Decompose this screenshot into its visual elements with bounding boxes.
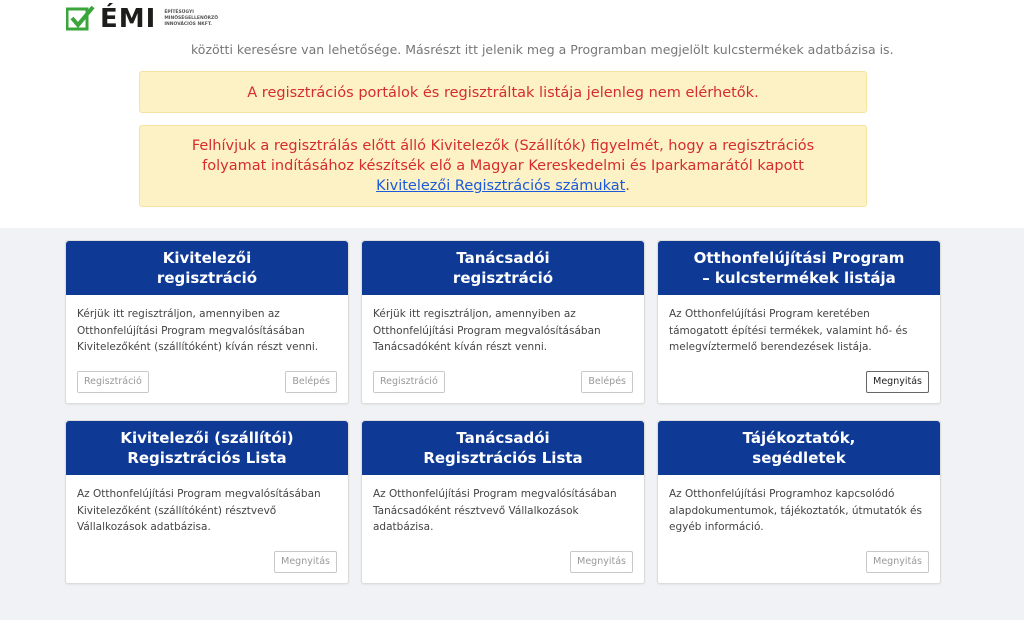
intro-text: közötti keresésre van lehetősége. Másrészt itt jelenik meg a Programban megjelölt kulcstermékek adatbázisa is. — [191, 42, 894, 57]
card-header — [362, 241, 644, 295]
notice-end: . — [625, 178, 630, 194]
card-description: Az Otthonfelújítási Program megvalósításában Kivitelezőként (szállítóként) résztvevő Vállalkozások adatbázisa. — [77, 488, 321, 533]
card-description: Az Otthonfelújítási Program keretében támogatott építési termékek, valamint hő- és melegvíztermelő berendezések listája. — [669, 308, 908, 353]
notice-text: Felhívjuk a regisztrálás előtt álló Kivitelezők (Szállítók) figyelmét, hogy a regisztrációs folyamat indításához készítsék elő a Magyar Kereskedelmi és Iparkamarától kapott — [191, 138, 815, 174]
card-description: Kérjük itt regisztráljon, amennyiben az Otthonfelújítási Program megvalósításában Kivitelezőként (szállítóként) kíván részt venni. — [77, 308, 319, 353]
unavailable-alert — [139, 71, 867, 113]
card-title-line: regisztráció — [156, 269, 258, 287]
open-button[interactable]: Megnyitás — [866, 551, 929, 573]
open-button[interactable]: Megnyitás — [866, 371, 929, 393]
logo-word: ÉMI — [100, 4, 157, 34]
card-description: Az Otthonfelújítási Program megvalósításában Tanácsadóként résztvevő Vállalkozások adatbázisa. — [373, 488, 617, 533]
card-title-line: regisztráció — [452, 269, 554, 287]
card-description: Kérjük itt regisztráljon, amennyiben az Otthonfelújítási Program megvalósításában Tanácsadóként kíván részt venni. — [373, 308, 601, 353]
card-description: Az Otthonfelújítási Programhoz kapcsolódó alapdokumentumok, tájékoztatók, útmutatók és egyéb információ. — [669, 488, 922, 533]
registration-button[interactable]: Regisztráció — [373, 371, 445, 393]
card-advisor-list — [361, 420, 645, 584]
card-title-line: Regisztrációs Lista — [423, 449, 583, 467]
card-contractor-registration — [65, 240, 349, 404]
unavailable-alert-text: A regisztrációs portálok és regisztráltak listája jelenleg nem elérhetők. — [247, 85, 759, 101]
card-header — [66, 421, 348, 475]
logo-subtitle — [164, 10, 218, 28]
emi-logo[interactable] — [66, 6, 218, 32]
card-header — [658, 241, 940, 295]
card-title-line: Tájékoztatók, — [742, 429, 856, 447]
card-header — [658, 421, 940, 475]
card-advisor-registration — [361, 240, 645, 404]
card-title-line: Tanácsadói — [456, 429, 550, 447]
open-button[interactable]: Megnyitás — [570, 551, 633, 573]
card-contractor-list — [65, 420, 349, 584]
login-button[interactable]: Belépés — [285, 371, 337, 393]
checkmark-logo-icon — [66, 6, 96, 32]
open-button[interactable]: Megnyitás — [274, 551, 337, 573]
card-title-line: Regisztrációs Lista — [127, 449, 287, 467]
card-title-line: Kivitelezői — [162, 249, 252, 267]
card-key-products — [657, 240, 941, 404]
card-guides — [657, 420, 941, 584]
registration-button[interactable]: Regisztráció — [77, 371, 149, 393]
card-header — [66, 241, 348, 295]
card-title-line: Kivitelezői (szállítói) — [120, 429, 294, 447]
card-title-line: Otthonfelújítási Program — [693, 249, 905, 267]
logo-sub-line: INNOVÁCIÓS NKFT. — [164, 22, 212, 27]
card-header — [362, 421, 644, 475]
registration-notice-alert — [139, 125, 867, 207]
page-header — [0, 0, 1024, 228]
logo-sub-line: ÉPÍTÉSÜGYI — [164, 10, 194, 15]
registration-number-link[interactable]: Kivitelezői Regisztrációs számukat — [376, 178, 626, 194]
card-title-line: segédletek — [752, 449, 846, 467]
logo-sub-line: MINŐSÉGELLENŐRZŐ — [164, 16, 219, 21]
card-title-line: Tanácsadói — [456, 249, 550, 267]
card-title-line: – kulcstermékek listája — [702, 269, 896, 287]
login-button[interactable]: Belépés — [581, 371, 633, 393]
